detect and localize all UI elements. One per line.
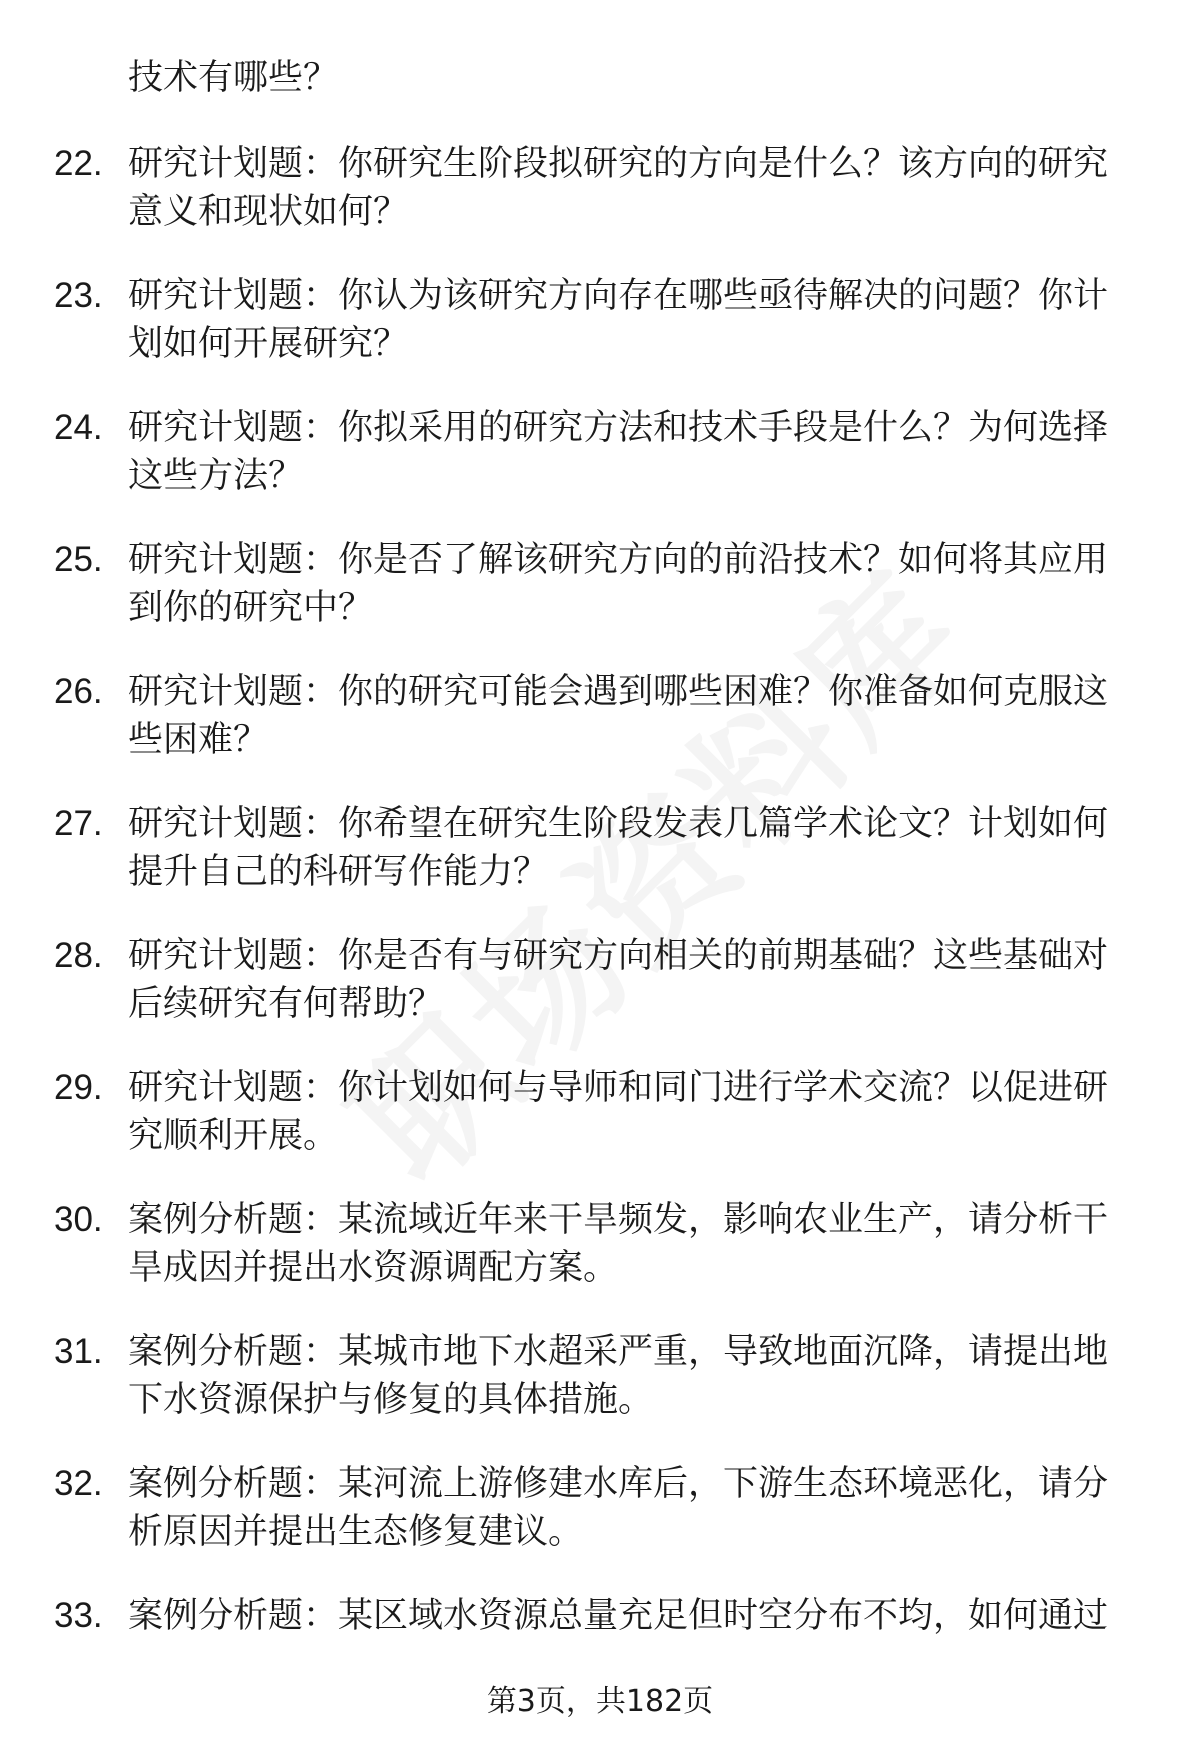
question-text: 案例分析题：某河流上游修建水库后，下游生态环境恶化，请分析原因并提出生态修复建议。 [128,1464,1109,1552]
question-text: 研究计划题：你计划如何与导师和同门进行学术交流？以促进研究顺利开展。 [128,1068,1109,1156]
question-number: 23. [54,276,103,315]
list-item [0,140,1200,272]
question-number: 32. [54,1464,103,1503]
list-item [0,1196,1200,1328]
list-item [0,404,1200,536]
question-number: 25. [54,540,103,579]
question-number: 29. [54,1068,103,1107]
question-text: 研究计划题：你是否有与研究方向相关的前期基础？这些基础对后续研究有何帮助？ [128,936,1109,1024]
list-item [0,272,1200,404]
list-item [0,932,1200,1064]
question-number: 31. [54,1332,103,1371]
page-footer: 第3页，共182页 [486,1684,714,1719]
question-text: 案例分析题：某流域近年来干旱频发，影响农业生产，请分析干旱成因并提出水资源调配方案。 [128,1200,1109,1288]
list-item [0,800,1200,932]
question-number: 27. [54,804,103,843]
list-item [0,1064,1200,1196]
list-item [0,1328,1200,1460]
question-text: 研究计划题：你希望在研究生阶段发表几篇学术论文？计划如何提升自己的科研写作能力？ [128,804,1109,892]
question-text: 研究计划题：你研究生阶段拟研究的方向是什么？该方向的研究意义和现状如何？ [128,144,1109,232]
question-text: 研究计划题：你拟采用的研究方法和技术手段是什么？为何选择这些方法？ [128,408,1109,496]
question-list [0,140,1200,1724]
question-number: 24. [54,408,103,447]
question-text: 案例分析题：某区域水资源总量充足但时空分布不均，如何通过 [128,1596,1109,1636]
question-number: 30. [54,1200,103,1239]
question-number: 26. [54,672,103,711]
question-number: 28. [54,936,103,975]
list-item [0,1460,1200,1592]
question-number: 22. [54,144,103,183]
list-item [0,536,1200,668]
continued-question-text: 技术有哪些？ [128,58,339,98]
question-text: 研究计划题：你的研究可能会遇到哪些困难？你准备如何克服这些困难？ [128,672,1109,760]
question-text: 案例分析题：某城市地下水超采严重，导致地面沉降，请提出地下水资源保护与修复的具体措施。 [128,1332,1109,1420]
question-number: 33. [54,1596,103,1635]
list-item [0,668,1200,800]
question-text: 研究计划题：你是否了解该研究方向的前沿技术？如何将其应用到你的研究中？ [128,540,1109,628]
question-text: 研究计划题：你认为该研究方向存在哪些亟待解决的问题？你计划如何开展研究？ [128,276,1109,364]
